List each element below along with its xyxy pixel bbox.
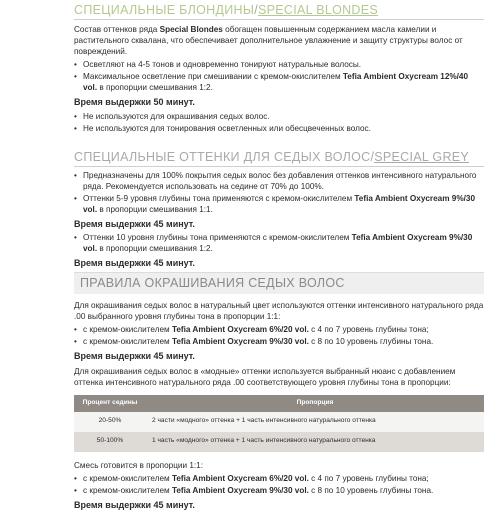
list-item — [74, 170, 484, 192]
bullet-text: с кремом-окислителем — [83, 473, 172, 483]
table-cell: 20-50% — [74, 412, 146, 432]
note-text: Не используются для тонирования осветленных или обесцвеченных волос. — [83, 123, 371, 133]
bullet-bold: Tefia Ambient Oxycream 9%/30 vol. — [171, 337, 309, 347]
list-item — [74, 71, 484, 93]
bullet-tail: с 4 по 7 уровень глубины тона; — [308, 325, 429, 335]
grey-section — [74, 150, 484, 270]
rules-paragraph-2: Для окрашивания седых волос в «модные» оттенки используется выбранный нюанс с добавлением оттенка интенсивного натурального ряда .00 соответствующего уровня глубины тона в пропорции: — [74, 367, 456, 388]
list-item — [74, 473, 484, 484]
note-text: Не используются для окрашивания седых волос. — [83, 111, 270, 121]
table-row — [74, 412, 484, 432]
table-header-cell: Процент седины — [74, 395, 146, 412]
list-item — [74, 485, 484, 496]
blondes-section — [74, 3, 484, 134]
rules-time-1: Время выдержки 45 минут. — [74, 351, 195, 362]
bullet-tail: с 4 по 7 уровень глубины тона; — [308, 473, 429, 483]
table-cell: 2 части «модного» оттенка + 1 часть интенсивного натурального оттенка — [146, 412, 484, 432]
blondes-notes — [74, 111, 484, 134]
bullet-tail: в пропорции смешивания 1:1. — [97, 204, 213, 214]
list-item — [74, 123, 484, 134]
grey-time-1: Время выдержки 45 минут. — [74, 218, 195, 229]
grey-heading — [74, 150, 484, 165]
bullet-text: Предназначены для 100% покрытия седых волос без добавления оттенков интенсивного натурального ряда. Рекомендуется использовать на седине от 70% до 100%. — [83, 170, 477, 191]
title-separator: / — [254, 3, 258, 17]
grey-bullets — [74, 170, 484, 215]
grey-bullets-2 — [74, 232, 484, 254]
intro-bold: Special Blondes — [159, 25, 223, 34]
bullet-bold: Tefia Ambient Oxycream 6%/20 vol. — [171, 325, 309, 335]
bullet-tail: с 8 по 10 уровень глубины тона. — [308, 337, 434, 347]
bullet-text: Оттенки 10 уровня глубины тона применяются с кремом-окислителем — [83, 233, 352, 243]
title-separator: / — [370, 149, 375, 164]
rules-paragraph-1: Для окрашивания седых волос в натуральный цвет используются оттенки интенсивного натурального ряда .00 выбранного уровня глубины тона в пропорции 1:1: — [74, 301, 484, 322]
bullet-text: с кремом-окислителем — [83, 325, 172, 335]
table-cell: 50-100% — [74, 432, 146, 452]
blondes-title-ru: СПЕЦИАЛЬНЫЕ БЛОНДИНЫ — [74, 3, 255, 17]
rules-list-1 — [74, 324, 484, 347]
bullet-bold: Tefia Ambient Oxycream 9%/30 vol. — [171, 485, 309, 495]
rules-list-2 — [74, 473, 484, 496]
intro-text-tail: обогащен повышенным содержанием масла камелии и растительного сквалана, что обеспечивает дополнительное увлажнение и защиту структуры волос от повреждений. — [74, 25, 463, 57]
bullet-tail: в пропорции смешивания 1:2. — [97, 244, 213, 254]
bullet-text: Оттенки 5-9 уровня глубины тона применяются с кремом-окислителем — [83, 193, 355, 203]
bullet-bold: Tefia Ambient Oxycream 6%/20 vol. — [171, 473, 309, 483]
blondes-title-en: SPECIAL BLONDES — [257, 3, 379, 17]
rules-heading: ПРАВИЛА ОКРАШИВАНИЯ СЕДЫХ ВОЛОС — [80, 276, 345, 290]
list-item — [74, 193, 484, 215]
list-item — [74, 59, 484, 70]
grey-title-ru: СПЕЦИАЛЬНЫЕ ОТТЕНКИ ДЛЯ СЕДЫХ ВОЛОС — [74, 149, 371, 164]
bullet-bold: Tefia Ambient Oxycream 9%/30 vol. — [83, 193, 475, 214]
table-row — [74, 432, 484, 452]
rules-paragraph-3: Смесь готовится в пропорции 1:1: — [74, 460, 203, 470]
table-header-row — [74, 395, 484, 412]
bullet-bold: Tefia Ambient Oxycream 9%/30 vol. — [83, 233, 473, 254]
bullet-text: с кремом-окислителем — [83, 337, 172, 347]
blondes-time: Время выдержки 50 минут. — [74, 97, 195, 108]
list-item — [74, 111, 484, 122]
bullet-tail: с 8 по 10 уровень глубины тона. — [308, 485, 434, 495]
rules-section — [74, 276, 484, 511]
intro-text: Состав оттенков ряда — [74, 25, 160, 34]
blondes-intro — [74, 24, 484, 57]
document-page — [74, 0, 484, 510]
grey-time-2: Время выдержки 45 минут. — [74, 258, 195, 269]
table-header-cell: Пропорция — [146, 395, 484, 412]
proportion-table — [74, 395, 484, 452]
bullet-text: Максимальное осветление при смешивании с кремом-окислителем — [83, 72, 343, 82]
rules-time-2: Время выдержки 45 минут. — [74, 499, 195, 510]
heading-rule — [74, 166, 484, 167]
grey-title-en: SPECIAL GREY — [374, 149, 470, 164]
bullet-text: Осветляют на 4-5 тонов и одновременно тонируют натуральные волосы. — [83, 60, 361, 70]
bullet-tail: в пропорции смешивания 1:2. — [97, 83, 213, 93]
list-item — [74, 336, 484, 347]
list-item — [74, 232, 484, 254]
blondes-bullets — [74, 59, 484, 93]
bullet-bold: Tefia Ambient Oxycream 12%/40 vol. — [83, 72, 469, 93]
table-cell: 1 часть «модного» оттенка + 1 часть интенсивного натурального оттенка — [146, 432, 484, 452]
list-item — [74, 324, 484, 335]
heading-rule — [74, 19, 484, 20]
bullet-text: с кремом-окислителем — [83, 485, 172, 495]
blondes-heading — [74, 3, 484, 18]
